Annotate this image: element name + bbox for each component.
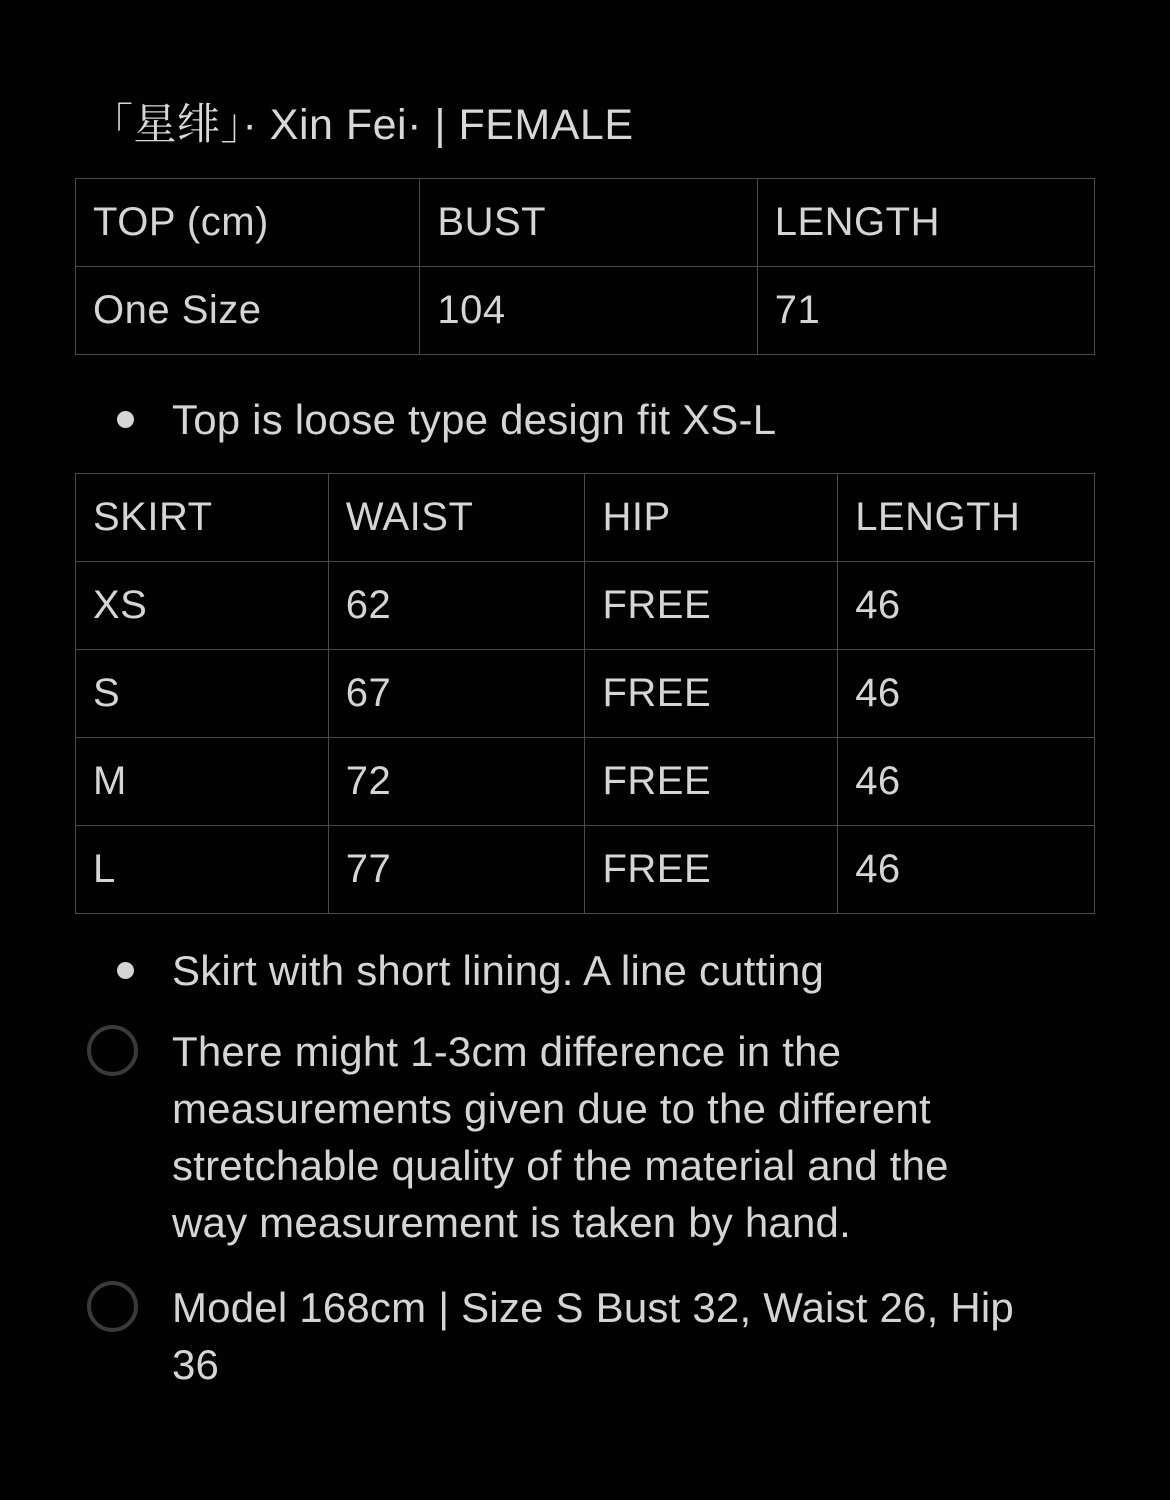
text-line: There might 1-3cm difference in the — [172, 1028, 842, 1075]
skirt-table-header-cell: LENGTH — [838, 474, 1095, 562]
skirt-table-cell: L — [76, 826, 329, 914]
circle-bullet-icon — [87, 1025, 138, 1076]
skirt-table-row-s — [76, 650, 1095, 738]
note-top-fit-text: Top is loose type design fit XS-L — [172, 396, 777, 443]
skirt-table-cell: 67 — [328, 650, 585, 738]
bullet-dot-icon — [117, 962, 134, 979]
note-skirt-lining — [75, 942, 1095, 999]
top-table-cell: One Size — [76, 267, 420, 355]
skirt-table-cell: 72 — [328, 738, 585, 826]
top-table-header-row — [76, 179, 1095, 267]
note-disclaimer-text — [172, 1023, 1095, 1251]
note-top-fit — [75, 391, 1095, 448]
top-table-cell: 104 — [420, 267, 757, 355]
skirt-table-row-xs — [76, 562, 1095, 650]
skirt-table-header-cell: WAIST — [328, 474, 585, 562]
text-line: Model 168cm | Size S Bust 32, Waist 26, Hip — [172, 1284, 1014, 1331]
bullet-marker — [75, 391, 172, 428]
top-table-header-cell: TOP (cm) — [76, 179, 420, 267]
text-line: measurements given due to the different — [172, 1085, 931, 1132]
skirt-table-cell: FREE — [585, 826, 838, 914]
skirt-table-row-l — [76, 826, 1095, 914]
text-line: way measurement is taken by hand. — [172, 1199, 851, 1246]
note-model-info — [75, 1279, 1095, 1393]
note-measurement-disclaimer — [75, 1023, 1095, 1251]
skirt-table-cell: XS — [76, 562, 329, 650]
skirt-table-cell: 46 — [838, 826, 1095, 914]
note-model-info-text — [172, 1279, 1095, 1393]
skirt-table-cell: 62 — [328, 562, 585, 650]
skirt-table-cell: FREE — [585, 562, 838, 650]
circle-bullet-icon — [87, 1281, 138, 1332]
page-title: 「星绯」· Xin Fei· | FEMALE — [90, 101, 634, 149]
skirt-table-header-cell: SKIRT — [76, 474, 329, 562]
skirt-table-header-row — [76, 474, 1095, 562]
skirt-table-row-m — [76, 738, 1095, 826]
skirt-table-cell: 46 — [838, 738, 1095, 826]
skirt-table-cell: FREE — [585, 650, 838, 738]
top-table-cell: 71 — [757, 267, 1094, 355]
skirt-table-cell: 46 — [838, 562, 1095, 650]
text-line: stretchable quality of the material and the — [172, 1142, 949, 1189]
skirt-table-cell: 46 — [838, 650, 1095, 738]
top-table-header-cell: LENGTH — [757, 179, 1094, 267]
top-size-table — [75, 178, 1095, 355]
skirt-table-cell: FREE — [585, 738, 838, 826]
bullet-dot-icon — [117, 411, 134, 428]
skirt-size-table — [75, 473, 1095, 914]
note-skirt-lining-text: Skirt with short lining. A line cutting — [172, 947, 825, 994]
bullet-marker — [75, 942, 172, 979]
skirt-table-cell: 77 — [328, 826, 585, 914]
top-table-header-cell: BUST — [420, 179, 757, 267]
bullet-marker — [75, 1023, 172, 1076]
bullet-marker — [75, 1279, 172, 1332]
top-table-row — [76, 267, 1095, 355]
skirt-table-cell: S — [76, 650, 329, 738]
skirt-table-header-cell: HIP — [585, 474, 838, 562]
skirt-table-cell: M — [76, 738, 329, 826]
text-line: 36 — [172, 1341, 220, 1388]
